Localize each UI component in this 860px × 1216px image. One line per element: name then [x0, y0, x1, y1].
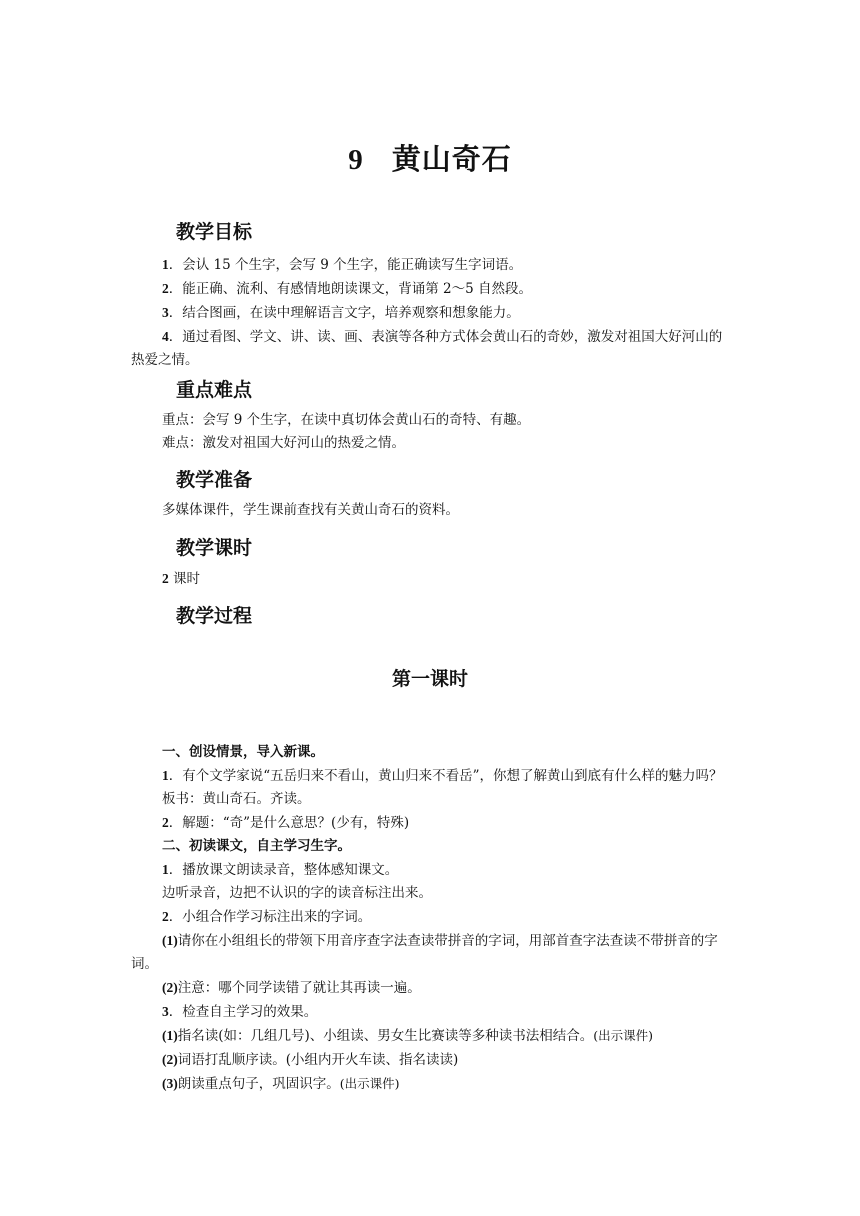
part-two-title: 二、初读课文，自主学习生字。 [162, 838, 351, 854]
blackboard-note: 板书：黄山奇石。齐读。 [162, 791, 311, 807]
key-point: 重点：会写 9 个生字，在读中真切体会黄山石的奇特、有趣。 [162, 412, 531, 428]
process-content [131, 741, 731, 1096]
courseware-note: (出示课件) [339, 1076, 400, 1091]
process-step: 1．播放课文朗读录音，整体感知课文。 [162, 862, 399, 878]
courseware-note: (出示课件) [593, 1028, 654, 1043]
goal-item: 1．会认 15 个生字，会写 9 个生字，能正确读写生字词语。 [162, 257, 523, 273]
goal-item: 3．结合图画，在读中理解语言文字，培养观察和想象能力。 [162, 305, 520, 321]
goal-item: 4．通过看图、学文、讲、读、画、表演等各种方式体会黄山石的奇妙，激发对祖国大好河山的热爱之情。 [131, 329, 723, 368]
preparation-text: 多媒体课件，学生课前查找有关黄山奇石的资料。 [162, 502, 459, 518]
process-substep: (2)词语打乱顺序读。(小组内开火车读、指名读读) [162, 1052, 459, 1068]
difficult-point: 难点：激发对祖国大好河山的热爱之情。 [162, 435, 405, 451]
process-substep: 边听录音，边把不认识的字的读音标注出来。 [162, 885, 432, 901]
process-step: 3．检查自主学习的效果。 [162, 1004, 318, 1020]
preparation-block [131, 499, 731, 522]
process-substep: (3)朗读重点句子，巩固识字。(出示课件) [162, 1076, 400, 1092]
heading-teaching-process: 教学过程 [176, 605, 253, 627]
heading-preparation: 教学准备 [176, 469, 253, 491]
page-title [0, 137, 860, 178]
class-hours-block [131, 567, 731, 591]
goal-item: 2．能正确、流利、有感情地朗读课文，背诵第 2～5 自然段。 [162, 281, 533, 297]
part-one-title: 一、创设情景，导入新课。 [162, 744, 324, 760]
heading-first-lesson: 第一课时 [391, 668, 468, 690]
heading-teaching-goals: 教学目标 [176, 221, 253, 243]
process-substep: (1)请你在小组组长的带领下用音序查字法查读带拼音的字词，用部首查字法查读不带拼音的字词。 [131, 933, 718, 972]
process-substep: (2)注意：哪个同学读错了就让其再读一遍。 [162, 980, 421, 996]
process-substep: (1)指名读(如：几组几号)、小组读、男女生比赛读等多种读书法相结合。(出示课件) [162, 1028, 654, 1044]
class-hours-text: 2 课时 [162, 571, 201, 587]
lesson-title: 黄山奇石 [391, 142, 512, 176]
goals-list [131, 253, 731, 372]
process-step: 2．小组合作学习标注出来的字词。 [162, 909, 372, 925]
heading-class-hours: 教学课时 [176, 537, 253, 559]
process-step: 1．有个文学家说“五岳归来不看山，黄山归来不看岳”，你想了解黄山到底有什么样的魅力吗？ [162, 768, 723, 784]
lesson-number: 9 [348, 144, 364, 176]
process-step: 2．解题：“奇”是什么意思？(少有，特殊) [162, 815, 410, 831]
heading-key-points: 重点难点 [176, 379, 253, 401]
key-points-block [131, 409, 731, 455]
